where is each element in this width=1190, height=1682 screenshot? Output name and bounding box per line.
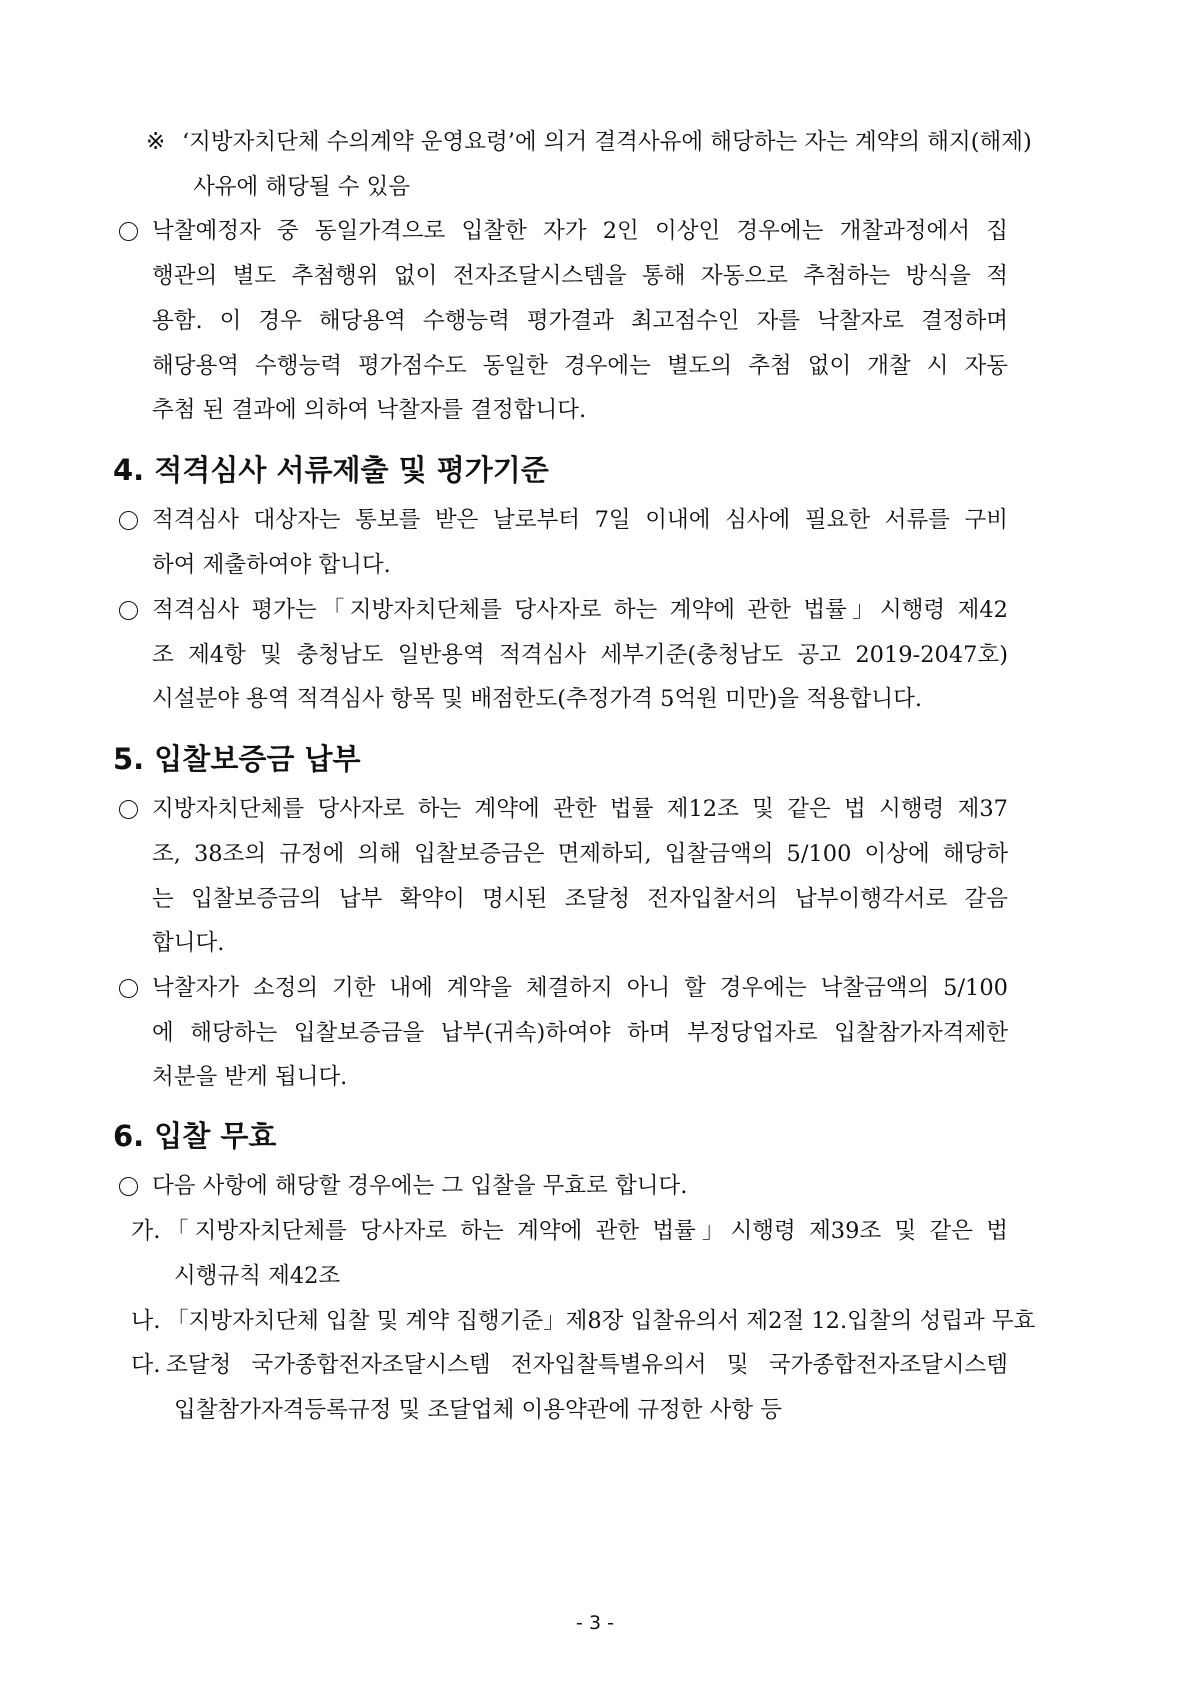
note-line: ‘지방자치단체 수의계약 운영요령’에 의거 결격사유에 해당하는 자는 계약의 해지(해제) <box>182 129 1032 155</box>
paragraph-line: 시설분야 용역 적격심사 항목 및 배점한도(추정가격 5억원 미만)을 적용합니다. <box>152 686 923 712</box>
note-line: 사유에 해당될 수 있음 <box>193 174 411 200</box>
circle-bullet-icon <box>119 800 138 819</box>
list-item-line: 조달청 국가종합전자조달시스템 전자입찰특별유의서 및 국가종합전자조달시스템 <box>166 1352 1008 1378</box>
section-heading: 4. 적격심사 서류제출 및 평가기준 <box>113 453 549 487</box>
circle-bullet-icon <box>119 511 138 530</box>
paragraph-line: 낙찰자가 소정의 기한 내에 계약을 체결하지 아니 할 경우에는 낙찰금액의 5/100 <box>152 975 1008 1001</box>
paragraph-line: 적격심사 대상자는 통보를 받은 날로부터 7일 이내에 심사에 필요한 서류를 구비 <box>152 507 1008 533</box>
list-item-line: 시행규칙 제42조 <box>174 1263 341 1289</box>
paragraph-line: 조, 38조의 규정에 의해 입찰보증금은 면제하되, 입찰금액의 5/100 이상에 해당하 <box>152 841 1008 867</box>
paragraph-line: 다음 사항에 해당할 경우에는 그 입찰을 무효로 합니다. <box>152 1173 688 1199</box>
paragraph-line: 처분을 받게 됩니다. <box>152 1064 348 1090</box>
list-item-line: 입찰참가자격등록규정 및 조달업체 이용약관에 규정한 사항 등 <box>174 1397 783 1423</box>
list-item-line: 「지방자치단체를 당사자로 하는 계약에 관한 법률」시행령 제39조 및 같은 법 <box>166 1218 1008 1244</box>
section-heading: 6. 입찰 무효 <box>113 1119 277 1153</box>
paragraph-line: 적격심사 평가는「지방자치단체를 당사자로 하는 계약에 관한 법률」시행령 제42 <box>152 597 1008 623</box>
paragraph-line: 에 해당하는 입찰보증금을 납부(귀속)하여야 하며 부정당업자로 입찰참가자격제한 <box>152 1020 1008 1046</box>
list-marker: 나. <box>131 1308 161 1334</box>
list-marker: 다. <box>131 1352 161 1378</box>
paragraph-line: 낙찰예정자 중 동일가격으로 입찰한 자가 2인 이상인 경우에는 개찰과정에서 집 <box>152 218 1008 244</box>
circle-bullet-icon <box>119 601 138 620</box>
paragraph-line: 추첨 된 결과에 의하여 낙찰자를 결정합니다. <box>152 397 587 423</box>
paragraph-line: 지방자치단체를 당사자로 하는 계약에 관한 법률 제12조 및 같은 법 시행령 제37 <box>152 796 1008 822</box>
paragraph-line: 해당용역 수행능력 평가점수도 동일한 경우에는 별도의 추첨 없이 개찰 시 자동 <box>152 353 1008 379</box>
list-marker: 가. <box>131 1218 161 1244</box>
paragraph-line: 행관의 별도 추첨행위 없이 전자조달시스템을 통해 자동으로 추첨하는 방식을 적 <box>152 263 1008 289</box>
paragraph-line: 는 입찰보증금의 납부 확약이 명시된 조달청 전자입찰서의 납부이행각서로 갈음 <box>152 886 1008 912</box>
circle-bullet-icon <box>119 979 138 998</box>
page-number: - 3 - <box>576 1612 614 1634</box>
list-item-line: 「지방자치단체 입찰 및 계약 집행기준」제8장 입찰유의서 제2절 12.입찰의 성립과 무효 <box>166 1308 1036 1334</box>
circle-bullet-icon <box>119 222 138 241</box>
section-heading: 5. 입찰보증금 납부 <box>113 742 361 776</box>
paragraph-line: 조 제4항 및 충청남도 일반용역 적격심사 세부기준(충청남도 공고 2019-2047호) <box>152 642 1008 668</box>
paragraph-line: 하여 제출하여야 합니다. <box>152 552 391 578</box>
paragraph-line: 용함. 이 경우 해당용역 수행능력 평가결과 최고점수인 자를 낙찰자로 결정하며 <box>152 308 1008 334</box>
circle-bullet-icon <box>119 1177 138 1196</box>
reference-mark: ※ <box>146 129 166 155</box>
paragraph-line: 합니다. <box>152 930 225 956</box>
